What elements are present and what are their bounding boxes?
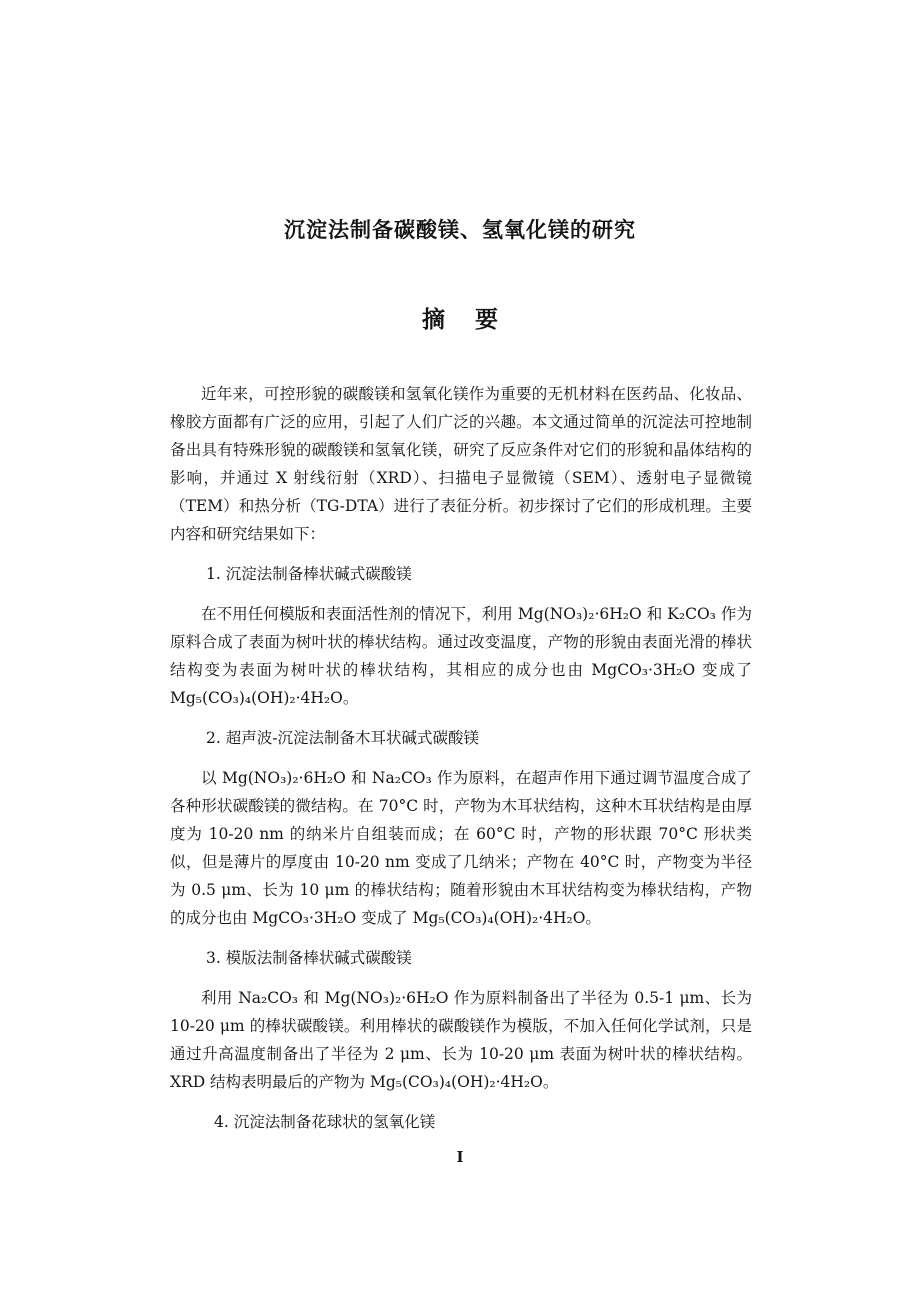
document-title: 沉淀法制备碳酸镁、氢氧化镁的研究 xyxy=(284,218,636,242)
section-heading-2: 2. 超声波-沉淀法制备木耳状碱式碳酸镁 xyxy=(206,729,479,747)
page-number: I xyxy=(456,1148,464,1166)
section-paragraph-3: 利用 Na₂CO₃ 和 Mg(NO₃)₂·6H₂O 作为原料制备出了半径为 0.5-1 μm、长为 10-20 μm 的棒状碳酸镁。利用棒状的碳酸镁作为模版，不加入任何化学试剂，只是通过升高温度制备出了半径为 2 μm、长为 10-20 μm 表面为树叶状的棒状结构。XRD 结构表明最后的产物为 Mg₅(CO₃)₄(OH)₂·4H₂O。 xyxy=(170,989,752,1091)
section-heading-4: 4. 沉淀法制备花球状的氢氧化镁 xyxy=(214,1113,436,1131)
abstract-body xyxy=(170,380,752,1148)
intro-paragraph: 近年来，可控形貌的碳酸镁和氢氧化镁作为重要的无机材料在医药品、化妆品、橡胶方面都有广泛的应用，引起了人们广泛的兴趣。本文通过简单的沉淀法可控地制备出具有特殊形貌的碳酸镁和氢氧化镁，研究了反应条件对它们的形貌和晶体结构的影响，并通过 X 射线衍射（XRD）、扫描电子显微镜（SEM）、透射电子显微镜（TEM）和热分析（TG-DTA）进行了表征分析。初步探讨了它们的形成机理。主要内容和研究结果如下： xyxy=(170,385,752,543)
section-paragraph-2: 以 Mg(NO₃)₂·6H₂O 和 Na₂CO₃ 作为原料，在超声作用下通过调节温度合成了各种形状碳酸镁的微结构。在 70°C 时，产物为木耳状结构，这种木耳状结构是由厚度为 10-20 nm 的纳米片自组装而成；在 60°C 时，产物的形状跟 70°C 形状类似，但是薄片的厚度由 10-20 nm 变成了几纳米；产物在 40°C 时，产物变为半径为 0.5 μm、长为 10 μm 的棒状结构；随着形貌由木耳状结构变为棒状结构，产物的成分也由 MgCO₃·3H₂O 变成了 Mg₅(CO₃)₄(OH)₂·4H₂O。 xyxy=(170,769,752,927)
abstract-heading: 摘要 xyxy=(422,307,528,333)
section-heading-1: 1. 沉淀法制备棒状碱式碳酸镁 xyxy=(206,565,412,583)
section-heading-3: 3. 模版法制备棒状碱式碳酸镁 xyxy=(206,949,412,967)
section-paragraph-1: 在不用任何模版和表面活性剂的情况下，利用 Mg(NO₃)₂·6H₂O 和 K₂CO₃ 作为原料合成了表面为树叶状的棒状结构。通过改变温度，产物的形貌由表面光滑的棒状结构变为表面为树叶状的棒状结构，其相应的成分也由 MgCO₃·3H₂O 变成了 Mg₅(CO₃)₄(OH)₂·4H₂O。 xyxy=(170,605,752,707)
